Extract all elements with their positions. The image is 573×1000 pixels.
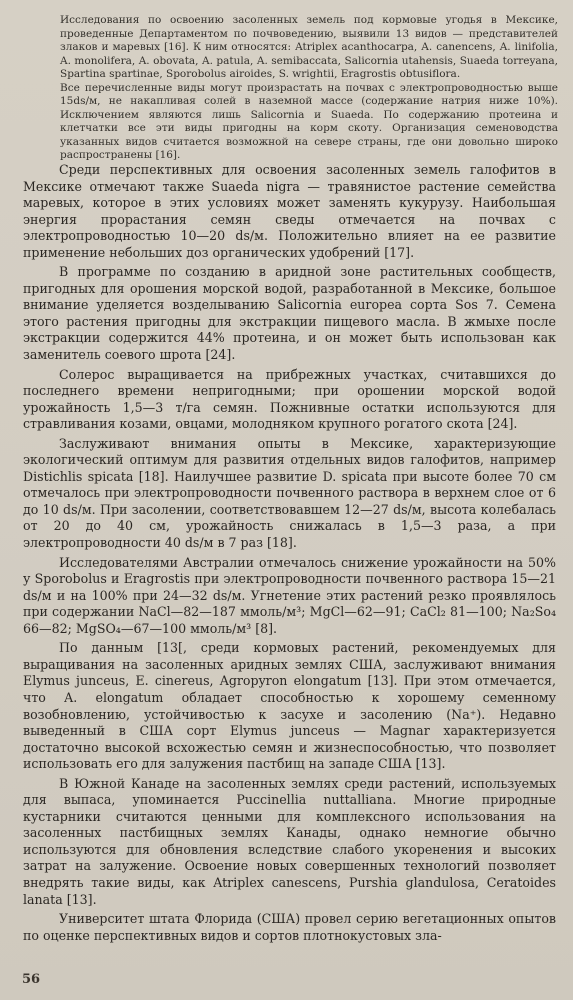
small-print-block (60, 14, 558, 163)
paragraph-australia: Исследователями Австралии отмечалось снижение урожайности на 50% у Sporobolus и Eragrostis при электропроводности почвенного раствора 15—21 ds/м и на 100% при 24—32 ds/м. Угнетение этих растений резко проявлялось при содержании NaCl—82—187 ммоль/м³; MgCl—62—91; CaCl₂ 81—100; Na₂So₄ 66—82; MgSO₄—67—100 ммоль/м³ [8]. (23, 554, 556, 636)
paragraph-canada: В Южной Канаде на засоленных землях среди растений, используемых для выпаса, упоминается Puccinellia nuttalliana. Многие природные кустарники считаются ценными для комплексного использования на засоленных пастбищных землях Канады, однако немногие обычно используются для обновления вследствие слабого укоренения и высоких затрат на залужение. Освоение новых совершенных технологий позволяет внедрять такие виды, как Atriplex canescens, Purshia glandulosa, Ceratoides lanata [13]. (23, 775, 556, 907)
small-paragraph-1: Исследования по освоению засоленных земель под кормовые угодья в Мексике, проведенные Департаментом по почвоведению, выявили 13 видов — представителей злаков и маревых [16]. К ним относятся: Atriplex acanthocarpa, A. canencens, A. linifolia, A. monolifera, A. obovata, A. patula, A. semibaccata, Salicornia utahensis, Suaeda torreyana, Spartina spartinae, Sporobolus airoides, S. wrightii, Eragrostis obtusiflora. (60, 14, 558, 80)
paragraph-distichlis: Заслуживают внимания опыты в Мексике, характеризующие экологический оптимум для развития отдельных видов галофитов, например Distichlis spicata [18]. Наилучшее развитие D. spicata при высоте более 70 см отмечалось при электропроводности почвенного раствора в верхнем слое от 6 до 10 ds/м. При засолении, соответствовавшем 12—27 ds/м, высота колебалась от 20 до 40 см, урожайность снижалась в 1,5—3 раза, а при электропроводности 40 ds/м в 7 раз [18]. (23, 435, 556, 551)
small-paragraph-2: Все перечисленные виды могут произрастать на почвах с электропроводностью выше 15ds/м, не накапливая солей в наземной массе (содержание натрия ниже 10%). Исключением являются лишь Salicornia и Suaeda. По содержанию протеина и клетчатки все эти виды пригодны на корм скоту. Организация семеноводства указанных видов считается возможной на севере страны, где они довольно широко распространены [16]. (60, 81, 558, 161)
paragraph-soleros: Солерос выращивается на прибрежных участках, считавшихся до последнего времени непригодными; при орошении морской водой урожайность 1,5—3 т/га семян. Пожнивные остатки используются для стравливания козами, овцами, молодняком крупного рогатого скота [24]. (23, 366, 556, 432)
page-number: 56 (22, 972, 41, 987)
paragraph-salicornia-program: В программе по созданию в аридной зоне растительных сообществ, пригодных для орошения морской водой, разработанной в Мексике, большое внимание уделяется возделыванию Salicornia europea сорта Sos 7. Семена этого растения пригодны для экстракции пищевого масла. В жмыхе после экстракции содержится 44% протеина, и он может быть использован как заменитель соевого шрота [24]. (23, 264, 556, 363)
main-text-block (23, 162, 556, 947)
paragraph-suaeda-nigra: Среди перспективных для освоения засоленных земель галофитов в Мексике отмечают также Suaeda nigra — травянистое растение семейства маревых, которое в этих условиях может заменять кукурузу. Наибольшая энергия прорастания семян сведы отмечается на почвах с электропроводностью 10—20 ds/м. Положительно влияет на ее развитие применение небольших доз органических удобрений [17]. (23, 162, 556, 260)
paragraph-usa-forage: По данным [13[, среди кормовых растений, рекомендуемых для выращивания на засоленных аридных землях США, заслуживают внимания Elymus junceus, E. cinereus, Agropyron elongatum [13]. При этом отмечается, что A. elongatum обладает способностью к хорошему семенному возобновлению, устойчивостью к засухе и засолению (Na⁺). Недавно выведенный в США сорт Elymus junceus — Magnar характеризуется достаточно высокой всхожестью семян и жизнеспособностью, что позволяет использовать его для залужения пастбищ на западе США [13]. (23, 640, 556, 772)
paragraph-florida: Университет штата Флорида (США) провел серию вегетационных опытов по оценке перспективных видов и сортов плотнокустовых зла- (23, 911, 556, 943)
